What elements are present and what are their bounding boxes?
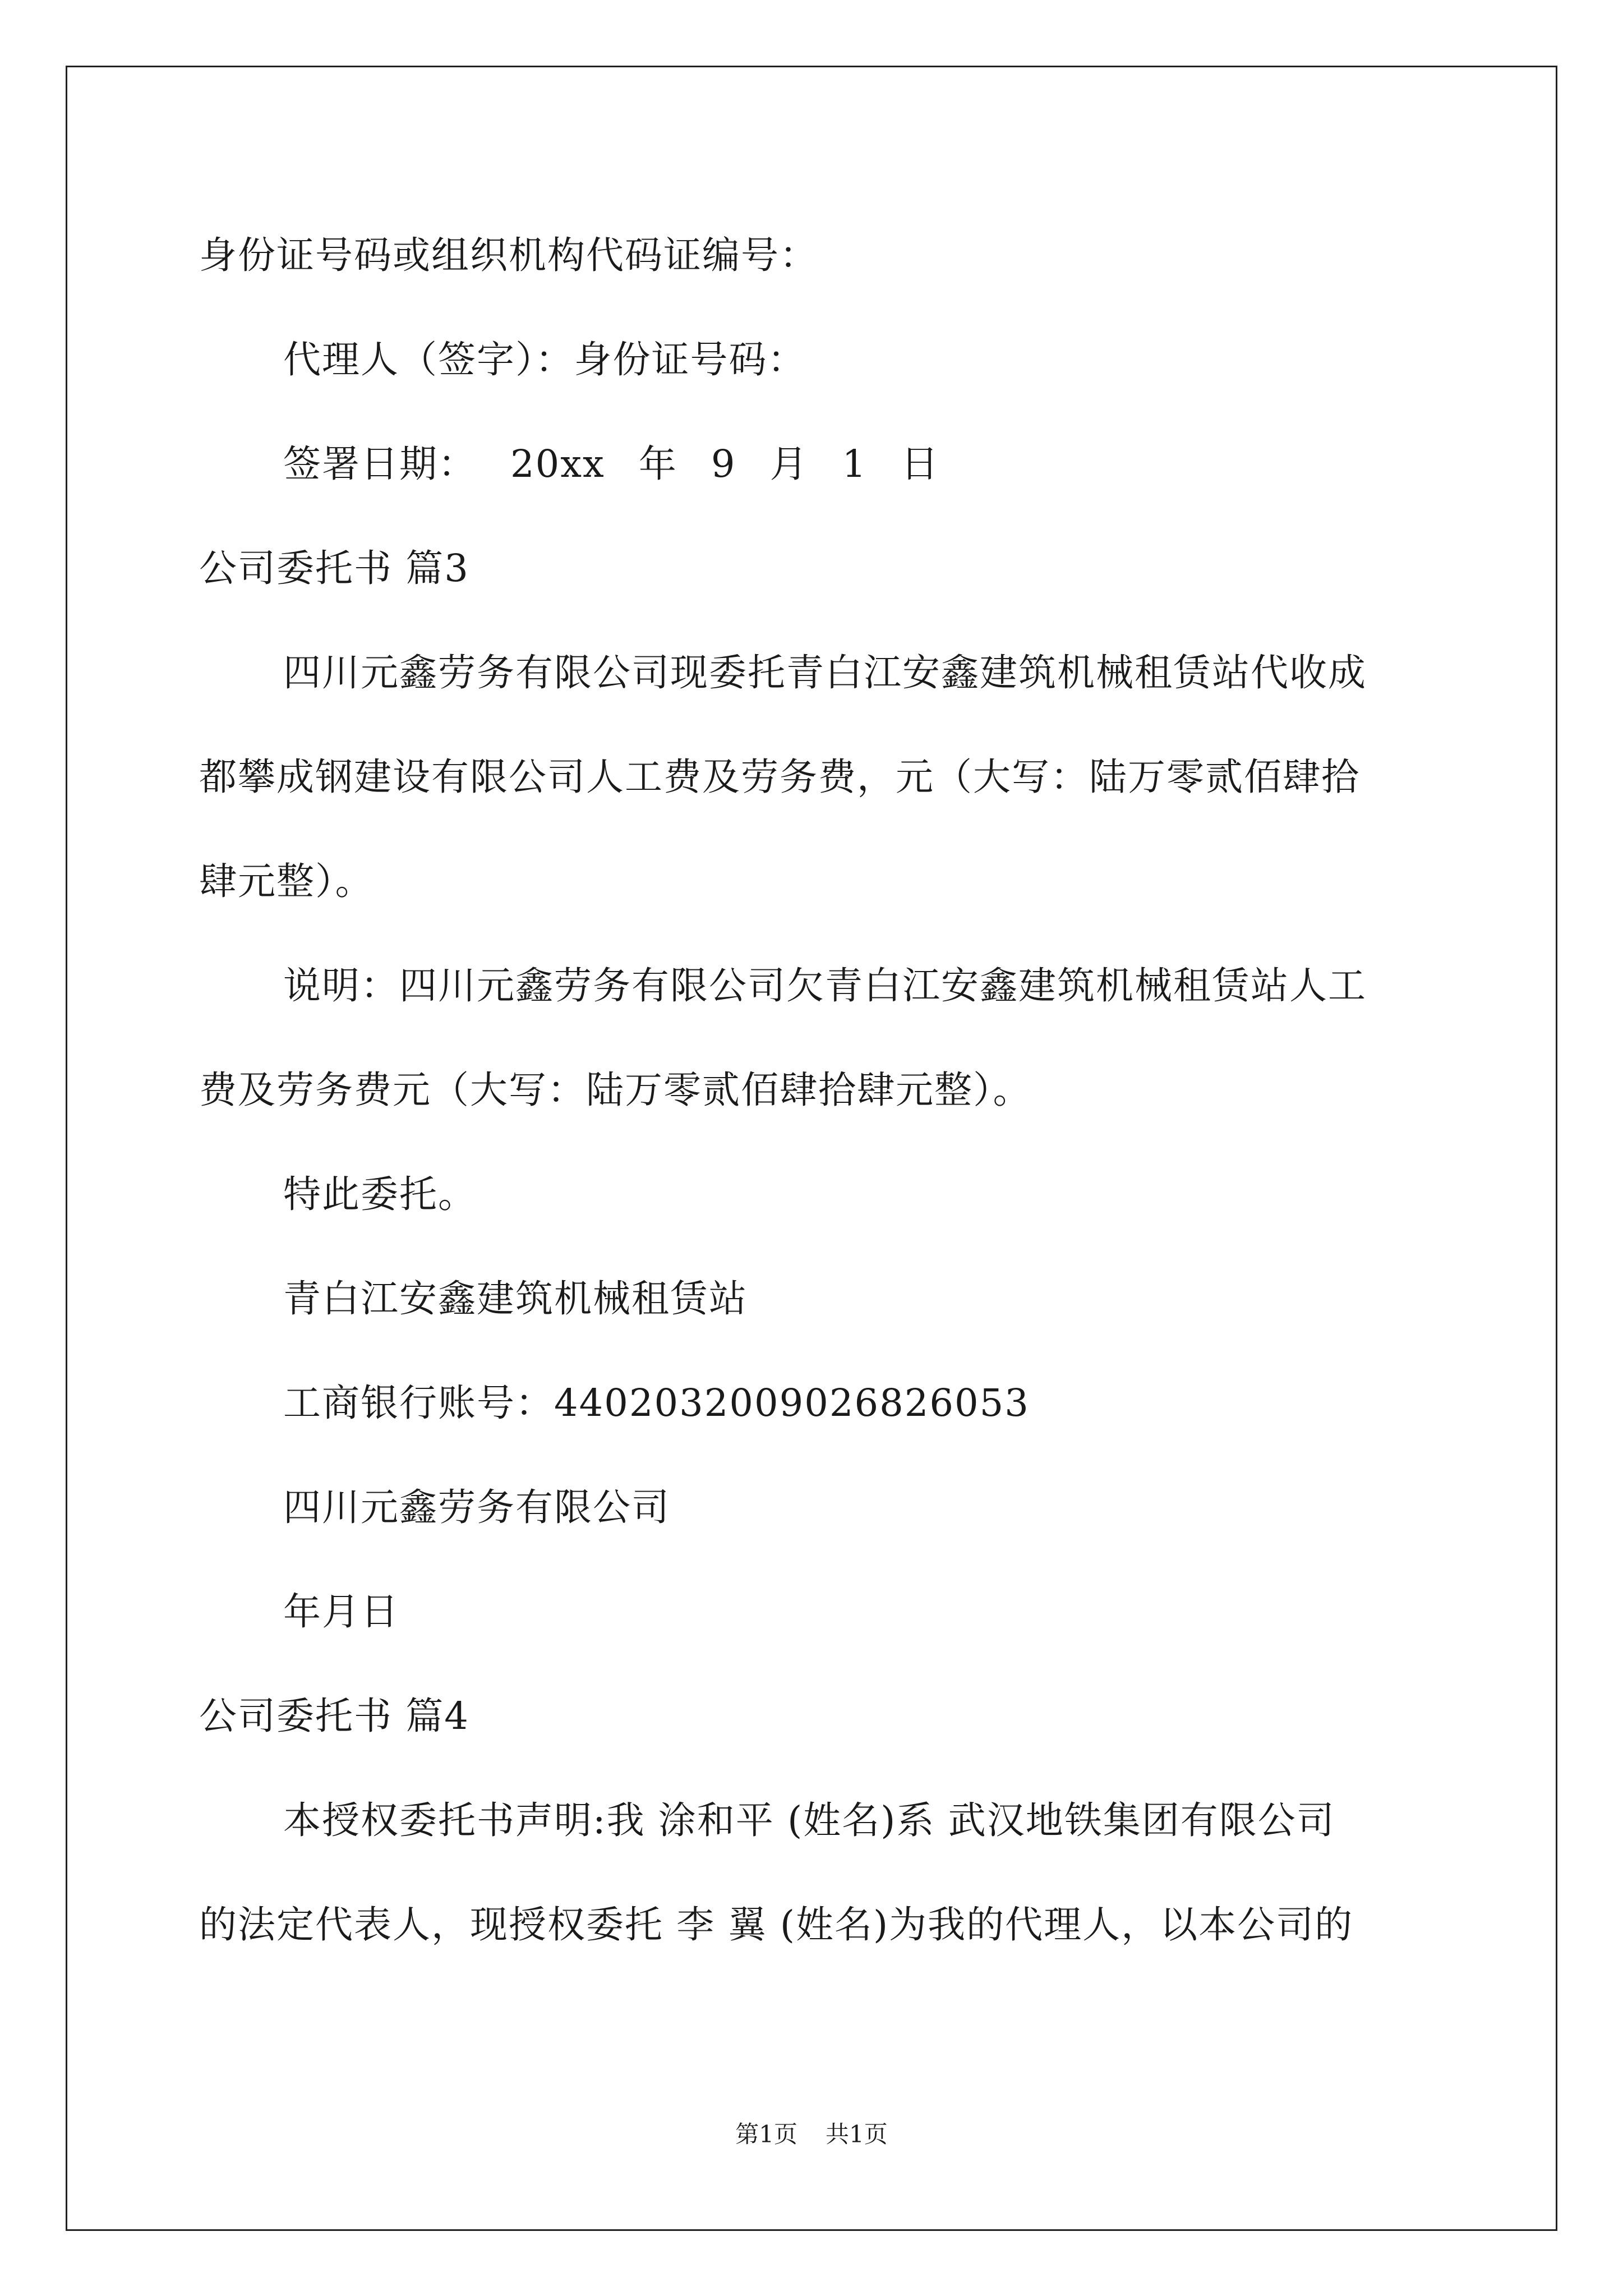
- date-year: 20xx: [510, 442, 605, 486]
- payee-name: 青白江安鑫建筑机械租赁站: [283, 1277, 748, 1320]
- paragraph-line: 四川元鑫劳务有限公司现委托青白江安鑫建筑机械租赁站代收成: [283, 651, 1367, 694]
- closing-text: 特此委托。: [283, 1172, 477, 1216]
- signing-date-line: [283, 439, 939, 489]
- page-footer: [0, 2118, 1623, 2151]
- page-number-current: 第1页: [735, 2120, 797, 2148]
- paragraph-line: 说明：四川元鑫劳务有限公司欠青白江安鑫建筑机械租赁站人工: [283, 964, 1367, 1007]
- page-number-total: 共1页: [826, 2120, 888, 2148]
- section-heading-4: 公司委托书 篇4: [199, 1694, 469, 1738]
- paragraph-line: 的法定代表人，现授权委托 李 翼 (姓名)为我的代理人，以本公司的: [199, 1903, 1354, 1947]
- paragraph-line: 费及劳务费元（大写：陆万零贰佰肆拾肆元整）。: [199, 1068, 1032, 1112]
- paragraph-line: 肆元整）。: [199, 859, 374, 903]
- signing-date-label: 签署日期：: [283, 442, 477, 486]
- date-placeholder: 年月日: [283, 1590, 399, 1634]
- date-year-unit: 年: [638, 442, 677, 486]
- paragraph-line: 本授权委托书声明:我 涂和平 (姓名)系 武汉地铁集团有限公司: [283, 1798, 1335, 1842]
- section-heading-3: 公司委托书 篇3: [199, 546, 469, 590]
- date-day: 1: [842, 442, 868, 486]
- paragraph-line: 都攀成钢建设有限公司人工费及劳务费，元（大写：陆万零贰佰肆拾: [199, 755, 1360, 799]
- date-day-unit: 日: [901, 442, 940, 486]
- bank-account-line: 工商银行账号：4402032009026826053: [283, 1381, 1030, 1425]
- principal-name: 四川元鑫劳务有限公司: [283, 1485, 670, 1529]
- date-month: 9: [711, 442, 736, 486]
- id-number-line: 身份证号码或组织机构代码证编号：: [199, 233, 818, 277]
- date-month-unit: 月: [769, 442, 809, 486]
- agent-signature-line: 代理人（签字）：身份证号码：: [283, 338, 806, 381]
